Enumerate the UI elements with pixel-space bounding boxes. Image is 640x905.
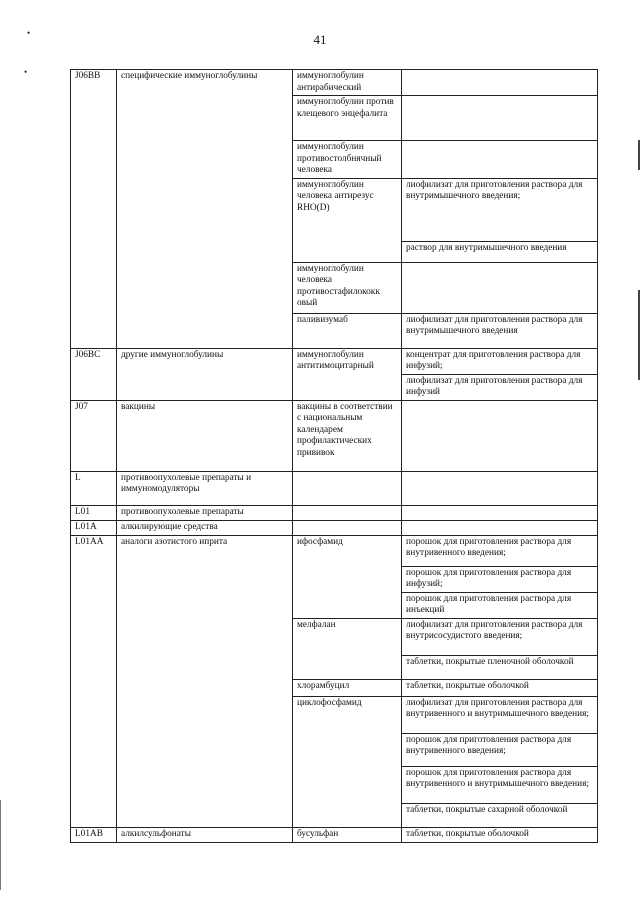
dosage-form-cell: лиофилизат для приготовления раствора для внутримышечного введения — [402, 313, 598, 348]
atc-code-cell: L01AB — [71, 827, 117, 842]
atc-code-cell: L — [71, 471, 117, 505]
table-row — [71, 400, 598, 471]
dosage-form-cell: концентрат для приготовления раствора для инфузий; — [402, 348, 598, 374]
drug-name-cell: иммуноглобулин противостолбнячный человека — [293, 141, 402, 179]
group-name-cell: противоопухолевые препараты — [117, 505, 293, 520]
drug-name-cell: бусульфан — [293, 827, 402, 842]
drug-name-cell: вакцины в соответствии с национальным календарем профилактических прививок — [293, 400, 402, 471]
drug-name-cell: иммуноглобулин против клещевого энцефалита — [293, 96, 402, 141]
dosage-form-cell — [402, 70, 598, 96]
dosage-form-cell — [402, 141, 598, 179]
group-name-cell: аналоги азотистого иприта — [117, 535, 293, 827]
group-name-cell: другие иммуноглобулины — [117, 348, 293, 400]
drug-name-cell: иммуноглобулин человека антирезус RHO(D) — [293, 178, 402, 262]
table-row — [71, 827, 598, 842]
dosage-form-cell: порошок для приготовления раствора для внутривенного и внутримышечного введения; — [402, 766, 598, 803]
drug-name-cell — [293, 471, 402, 505]
dosage-form-cell: лиофилизат для приготовления раствора для инфузий — [402, 374, 598, 400]
table-row — [71, 471, 598, 505]
scan-edge — [0, 800, 1, 890]
page-number: 41 — [313, 32, 327, 47]
atc-code-cell: L01 — [71, 505, 117, 520]
dosage-form-cell: порошок для приготовления раствора для внутривенного введения; — [402, 535, 598, 566]
drug-table — [70, 69, 598, 843]
dosage-form-cell: порошок для приготовления раствора для инъекций — [402, 592, 598, 618]
dosage-form-cell — [402, 520, 598, 535]
drug-name-cell — [293, 520, 402, 535]
drug-name-cell: иммуноглобулин человека противостафилококк овый — [293, 262, 402, 313]
dosage-form-cell: таблетки, покрытые пленочной оболочкой — [402, 655, 598, 679]
dosage-form-cell: таблетки, покрытые оболочкой — [402, 827, 598, 842]
group-name-cell: специфические иммуноглобулины — [117, 70, 293, 349]
dosage-form-cell — [402, 505, 598, 520]
drug-name-cell: иммуноглобулин антитимоцитарный — [293, 348, 402, 400]
group-name-cell: алкилирующие средства — [117, 520, 293, 535]
drug-name-cell: иммуноглобулин антирабический — [293, 70, 402, 96]
drug-name-cell: циклофосфамид — [293, 696, 402, 827]
atc-code-cell: L01A — [71, 520, 117, 535]
dosage-form-cell: лиофилизат для приготовления раствора для внутрисосудистого введения; — [402, 618, 598, 655]
dosage-form-cell: раствор для внутримышечного введения — [402, 241, 598, 262]
dosage-form-cell — [402, 262, 598, 313]
atc-code-cell: J06BC — [71, 348, 117, 400]
dosage-form-cell: порошок для приготовления раствора для внутривенного введения; — [402, 733, 598, 766]
table-row — [71, 70, 598, 96]
dosage-form-cell — [402, 400, 598, 471]
atc-code-cell: J07 — [71, 400, 117, 471]
drug-name-cell: паливизумаб — [293, 313, 402, 348]
atc-code-cell: J06BB — [71, 70, 117, 349]
dosage-form-cell — [402, 96, 598, 141]
table-row — [71, 520, 598, 535]
table-row — [71, 348, 598, 374]
dosage-form-cell: таблетки, покрытые оболочкой — [402, 679, 598, 696]
table-row — [71, 505, 598, 520]
drug-name-cell — [293, 505, 402, 520]
scan-mark: • — [27, 28, 31, 38]
dosage-form-cell: лиофилизат для приготовления раствора для внутривенного и внутримышечного введения; — [402, 696, 598, 733]
dosage-form-cell: порошок для приготовления раствора для инфузий; — [402, 566, 598, 592]
group-name-cell: противоопухолевые препараты и иммуномодуляторы — [117, 471, 293, 505]
drug-name-cell: ифосфамид — [293, 535, 402, 618]
dosage-form-cell: лиофилизат для приготовления раствора для внутримышечного введения; — [402, 178, 598, 241]
group-name-cell: алкилсульфонаты — [117, 827, 293, 842]
dosage-form-cell: таблетки, покрытые сахарной оболочкой — [402, 803, 598, 827]
scan-mark: • — [24, 67, 28, 77]
drug-name-cell: мелфалан — [293, 618, 402, 679]
dosage-form-cell — [402, 471, 598, 505]
group-name-cell: вакцины — [117, 400, 293, 471]
atc-code-cell: L01AA — [71, 535, 117, 827]
drug-name-cell: хлорамбуцил — [293, 679, 402, 696]
table-row — [71, 535, 598, 566]
